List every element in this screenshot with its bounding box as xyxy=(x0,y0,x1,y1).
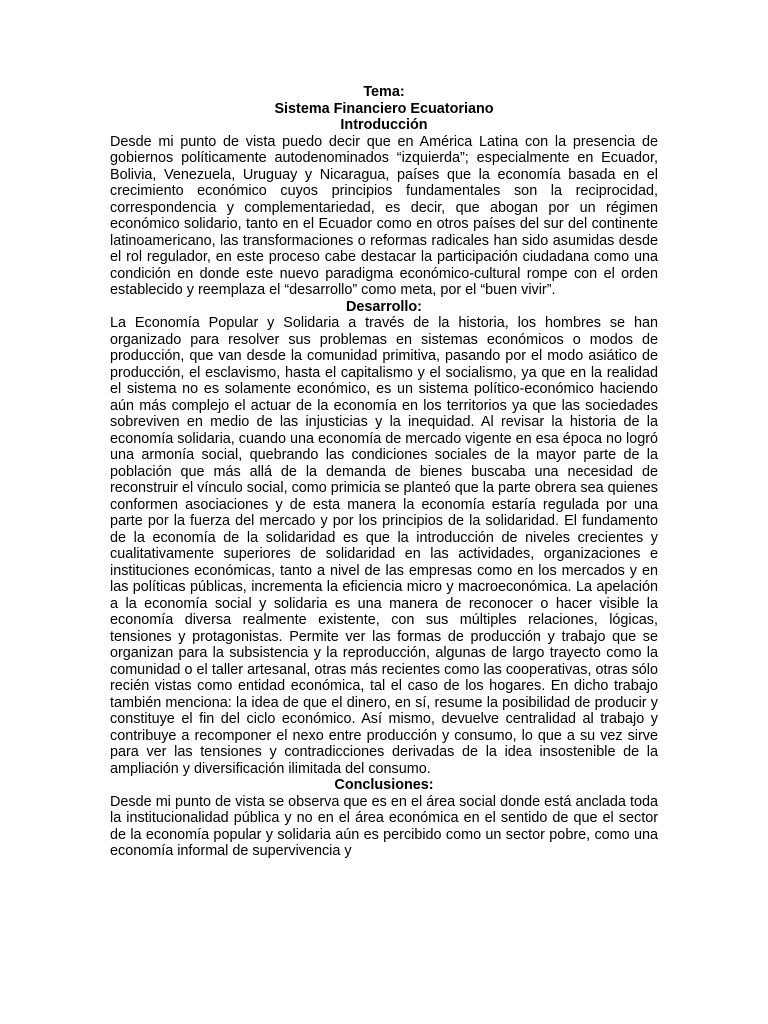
section-heading-desarrollo: Desarrollo: xyxy=(346,298,422,315)
paragraph-conclusiones: Desde mi punto de vista se observa que es en el área social donde está anclada toda la institucionalidad pública y no en el área económica en el sentido de que el sector de la economía popular y solidaria aún es percibido como un sector pobre, como una economía informal de supervivencia y xyxy=(110,793,658,859)
paragraph-introduccion: Desde mi punto de vista puedo decir que en América Latina con la presencia de gobiernos políticamente autodenominados “izquierda”; especialmente en Ecuador, Bolivia, Venezuela, Uruguay y Nicaragua, países que la economía basada en el crecimiento económico cuyos principios fundamentales son la reciprocidad, correspondencia y complementariedad, es decir, que abogan por un régimen económico solidario, tanto en el Ecuador como en otros países del sur del continente latinoamericano, las transformaciones o reformas radicales han sido asumidas desde el rol regulador, en este proceso cabe destacar la participación ciudadana como una condición en donde este nuevo paradigma económico-cultural rompe con el orden establecido y reemplaza el “desarrollo” como meta, por el “buen vivir”. xyxy=(110,133,658,298)
topic-label: Tema: xyxy=(363,84,405,100)
paragraph-desarrollo: La Economía Popular y Solidaria a través de la historia, los hombres se han organizado para resolver sus problemas en sistemas económicos o modos de producción, que van desde la comunidad primitiva, pasando por el modo asiático de producción, el esclavismo, hasta el capitalismo y el socialismo, ya que en la realidad el sistema no es solamente económico, es un sistema político-económico haciendo aún más complejo el actuar de la economía en los territorios ya que las sociedades sobreviven en medio de las injusticias y la inequidad. Al revisar la historia de la economía solidaria, cuando una economía de mercado vigente en esa época no logró una armonía social, quebrando las condiciones sociales de la mayor parte de la población que más allá de la demanda de bienes buscaba una necesidad de reconstruir el vínculo social, como primicia se planteó que la parte obrera sea quienes conformen asociaciones y de esta manera la economía estaría regulada por una parte por la fuerza del mercado y por los principios de la solidaridad. El fundamento de la economía de la solidaridad es que la introducción de niveles crecientes y cualitativamente superiores de solidaridad en las actividades, organizaciones e instituciones económicas, tanto a nivel de las empresas como en los mercados y en las políticas públicas, incrementa la eficiencia micro y macroeconómica. La apelación a la economía social y solidaria es una manera de reconocer o hacer visible la economía diversa realmente existente, con sus múltiples relaciones, lógicas, tensiones y protagonistas. Permite ver las formas de producción y trabajo que se organizan para la subsistencia y la reproducción, algunas de largo trayecto como la comunidad o el taller artesanal, otras más recientes como las cooperativas, otras sólo recién vistas como entidad económica, tal el caso de los hogares. En dicho trabajo también menciona: la idea de que el dinero, en sí, resume la posibilidad de producir y constituye el fin del ciclo económico. Así mismo, devuelve centralidad al trabajo y contribuye a recomponer el nexo entre producción y consumo, lo que a su vez sirve para ver las tensiones y contradicciones derivadas de la idea insostenible de la ampliación y diversificación ilimitada del consumo. xyxy=(110,315,659,777)
document-title: Sistema Financiero Ecuatoriano xyxy=(274,100,494,117)
section-heading-conclusiones: Conclusiones: xyxy=(334,777,434,793)
section-heading-introduccion: Introducción xyxy=(340,117,428,133)
document-page xyxy=(110,84,658,860)
